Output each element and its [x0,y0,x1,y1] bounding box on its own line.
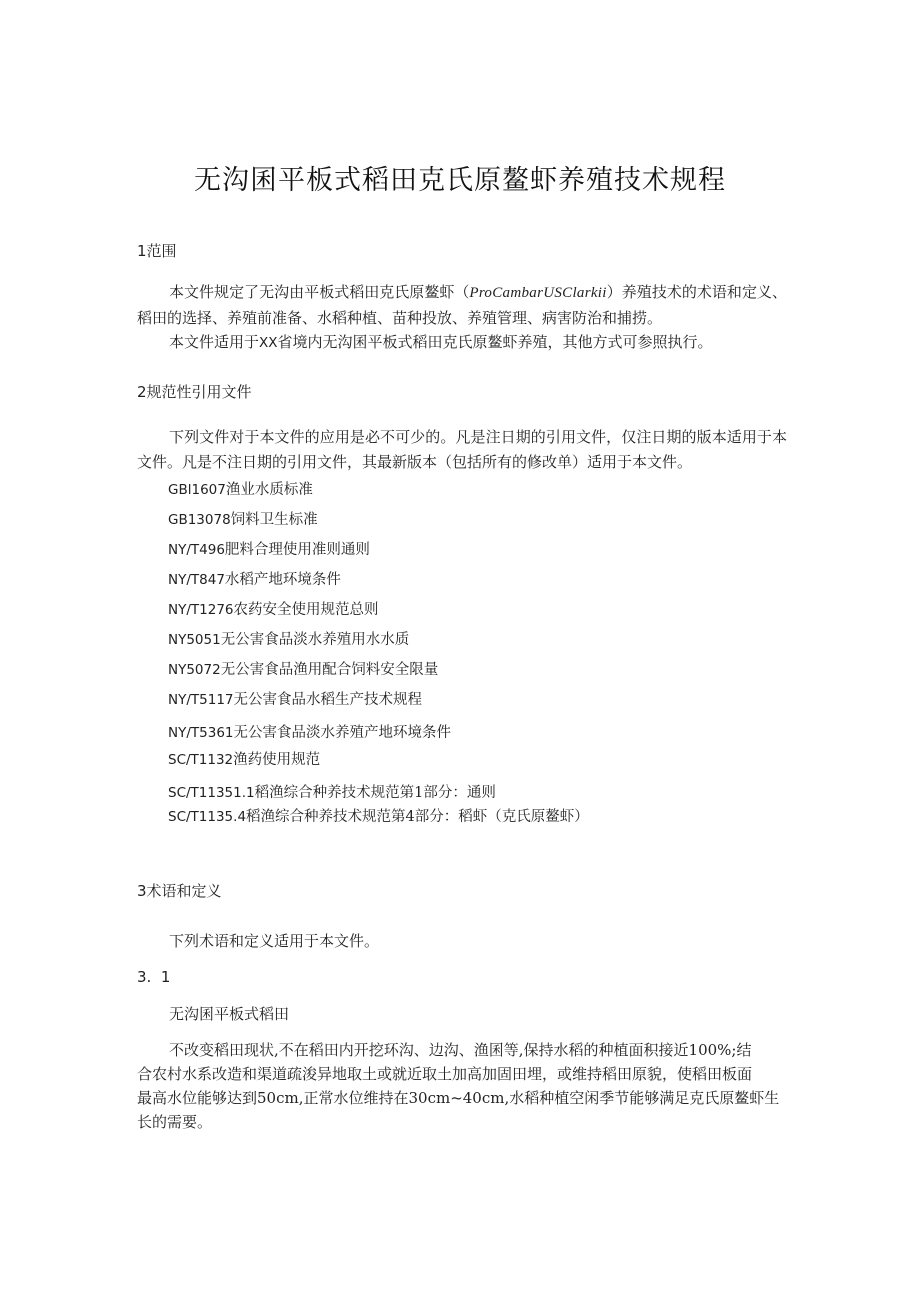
section-1-paragraph-1 [137,280,787,331]
section-1-p2-code: XX [259,335,278,351]
definition-line-2: 合农村水系改造和渠道疏浚异地取土或就近取土加高加固田埋，或维持稻田原貌，使稻田板面 [137,1065,753,1083]
reference-title: 稻渔综合种养技术规范第1部分：通则 [254,785,496,801]
reference-item [168,538,370,559]
reference-code: SC/T1132 [168,752,234,768]
section-2-intro: 下列文件对于本文件的应用是必不可少的。凡是注日期的引用文件，仅注日期的版本适用于本文件。凡是不注日期的引用文件，其最新版本（包括所有的修改单）适用于本文件。 [137,428,787,471]
reference-item [168,748,320,769]
reference-code: GB13078 [168,512,231,528]
reference-item [168,721,451,742]
reference-title: 渔药使用规范 [233,752,321,768]
section-1-heading: 1范围 [137,242,177,260]
reference-code: NY/T496 [168,542,225,558]
section-3-intro: 下列术语和定义适用于本文件。 [169,932,380,950]
reference-code: NY/T5117 [168,692,234,708]
reference-title: 肥料合理使用准则通则 [224,542,370,558]
subsection-number: 3. 1 [137,968,171,986]
reference-title: 无公害食品淡水养殖产地环境条件 [233,725,451,741]
reference-item [168,781,496,802]
reference-item [168,508,318,529]
reference-title: 渔业水质标准 [225,482,313,498]
reference-code: NY/T847 [168,572,225,588]
document-title: 无沟囷平板式稻田克氏原鳌虾养殖技术规程 [194,165,726,196]
reference-code: NY/T1276 [168,602,234,618]
reference-title: 水稻产地环境条件 [224,572,341,588]
reference-item [168,478,313,499]
section-1-p2-pre: 本文件适用于 [169,333,260,351]
reference-code: NY5072 [168,662,221,678]
reference-code: GBl1607 [168,482,226,498]
reference-item [168,568,341,589]
reference-title: 稻渔综合种养技术规范第4部分：稻虾（克氏原鳌虾） [246,809,589,825]
reference-title: 饲料卫生标准 [230,512,318,528]
section-1-p1-pre: 本文件规定了无沟由平板式稻田克氏原鳌虾（ [169,283,470,301]
definition-line-3: 最高水位能够达到50cm,正常水位维持在30cm~40cm,水稻种植空闲季节能够满足克氏原鳌虾生 [137,1089,780,1107]
reference-title: 农药安全使用规范总则 [233,602,379,618]
reference-code: SC/T11351.1 [168,785,255,801]
definition-line-4: 长的需要。 [137,1113,213,1131]
reference-title: 无公害食品渔用配合饲料安全限量 [220,662,439,678]
section-3-heading: 3术语和定义 [137,882,222,900]
term-name: 无沟囷平板式稻田 [169,1005,290,1023]
reference-code: NY5051 [168,632,221,648]
section-1-paragraph-2 [169,331,713,352]
reference-title: 无公害食品水稻生产技术规程 [233,692,422,708]
reference-code: NY/T5361 [168,725,234,741]
reference-code: SC/T1135.4 [168,809,247,825]
reference-item [168,688,422,709]
reference-item [168,628,409,649]
reference-title: 无公害食品淡水养殖用水水质 [220,632,410,648]
definition-line-1: 不改变稻田现状,不在稻田内开挖环沟、边沟、渔囷等,保持水稻的种植面积接近100%;结 [169,1041,752,1059]
reference-item [168,658,438,679]
section-1-p1-post: ）养殖技术的术语和定义、稻田的选择、养殖前准备、水稻种植、苗种投放、养殖管理、病害防治和捕捞。 [137,283,787,327]
section-2-heading: 2规范性引用文件 [137,383,252,401]
reference-item [168,805,589,826]
scientific-name: ProCambarUSClarkii [469,285,607,301]
reference-item [168,598,379,619]
section-1-p2-post: 省境内无沟囷平板式稻田克氏原鳌虾养殖，其他方式可参照执行。 [277,333,713,351]
